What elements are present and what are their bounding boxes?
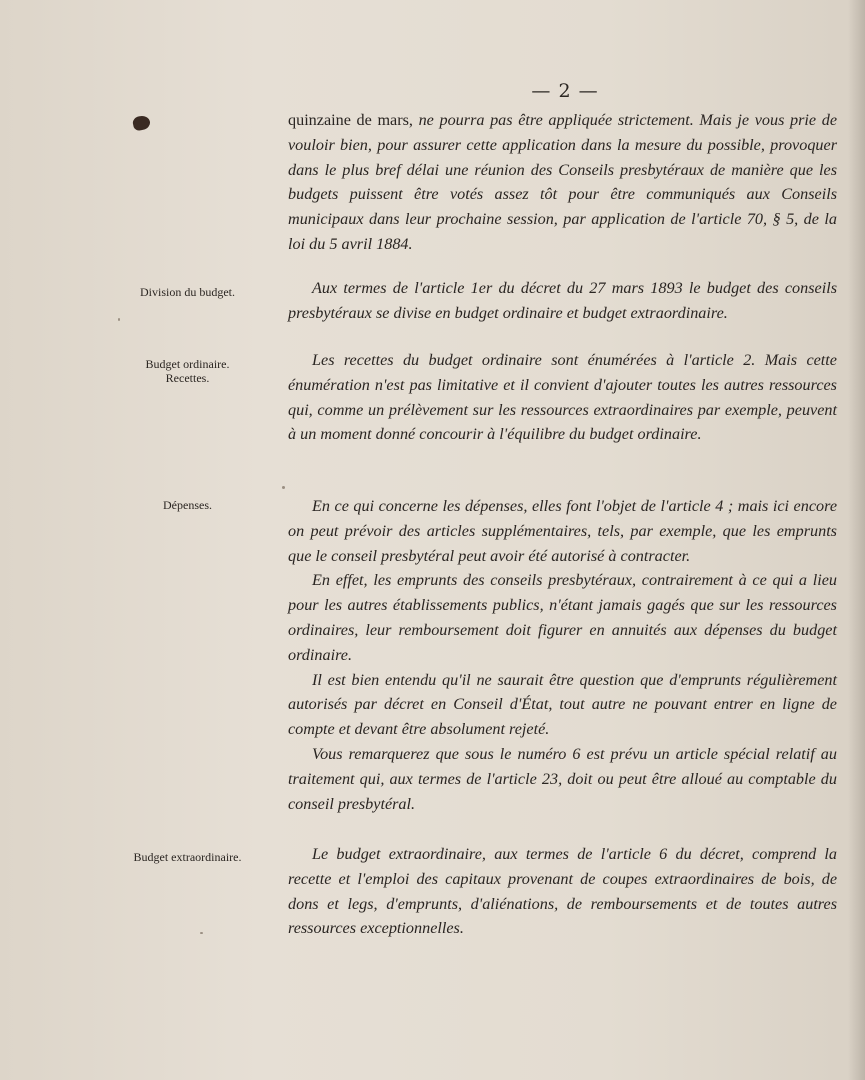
paper-speck xyxy=(118,318,120,321)
binding-shadow xyxy=(848,0,865,1080)
margin-note-division: Division du budget. xyxy=(140,285,235,299)
paragraph-lead-text: quinzaine de mars, xyxy=(288,111,413,129)
paragraph-text: ne pourra pas être appliquée strictement. Mais je vous prie de vouloir bien, pour assurer cette application dans la mesure du possible, provoquer dans le plus bref délai une réunion des Conseils presbytéraux de manière que les budgets puissent être votés assez tôt pour être communiqués aux Conseils municipaux dans leur prochaine session, par application de l'article 70, § 5, de la loi du 5 avril 1884. xyxy=(288,111,837,253)
paragraph-text: Aux termes de l'article 1er du décret du 27 mars 1893 le budget des conseils presbytéraux se divise en budget ordinaire et budget extraordinaire. xyxy=(288,279,837,322)
paragraph-text: En ce qui concerne les dépenses, elles font l'objet de l'article 4 ; mais ici encore on peut prévoir des articles supplémentaires, tels, par exemple, que les emprunts que le conseil presbytéral peut avoir été autorisé à contracter. xyxy=(288,497,837,565)
margin-note-title: Budget ordinaire. xyxy=(145,357,230,371)
paragraph-division xyxy=(288,276,837,326)
margin-note-budget-extraordinaire: Budget extraordinaire. xyxy=(133,850,242,864)
paragraph-text: Il est bien entendu qu'il ne saurait être question que d'emprunts régulièrement autorisés par décret en Conseil d'État, tout autre ne pouvant entrer en ligne de compte et devant être absolument rejeté. xyxy=(288,670,837,739)
paragraph-intro xyxy=(288,108,837,257)
paragraph-text: En effet, les emprunts des conseils presbytéraux, contrairement à ce qui a lieu pour les autres établissements publics, n'étant jamais gagés que sur les ressources ordinaires, leur remboursement doit figurer en annuités aux dépenses du budget ordinaire. xyxy=(288,571,837,664)
paper-speck xyxy=(200,932,203,934)
paragraph-text: Vous remarquerez que sous le numéro 6 est prévu un article spécial relatif au traitement qui, aux termes de l'article 23, doit ou peut être alloué au comptable du conseil presbytéral. xyxy=(288,744,837,813)
paragraph-text: Les recettes du budget ordinaire sont énumérées à l'article 2. Mais cette énumération n'est pas limitative et il convient d'ajouter toutes les autres ressources qui, comme un prélèvement sur les ressources extraordinaires par exemple, peuvent à un moment donné concourir à l'équilibre du budget ordinaire. xyxy=(288,351,837,444)
margin-note-budget-ordinaire xyxy=(95,357,280,385)
paragraph-recettes xyxy=(288,348,837,447)
paper-speck xyxy=(282,486,285,489)
paragraph-extraordinaire xyxy=(288,842,837,941)
paragraph-text: Le budget extraordinaire, aux termes de l'article 6 du décret, comprend la recette et l'emploi des capitaux provenant de coupes extraordinaires de bois, de dons et legs, d'emprunts, d'aliénations, de remboursements et de toutes autres ressources exceptionnelles. xyxy=(288,845,837,938)
margin-note-depenses: Dépenses. xyxy=(163,498,212,512)
page-number: — 2 — xyxy=(531,80,599,102)
margin-note-subtitle: Recettes. xyxy=(165,371,210,385)
ink-blot xyxy=(132,114,152,131)
paragraph-depenses-block xyxy=(288,494,837,816)
